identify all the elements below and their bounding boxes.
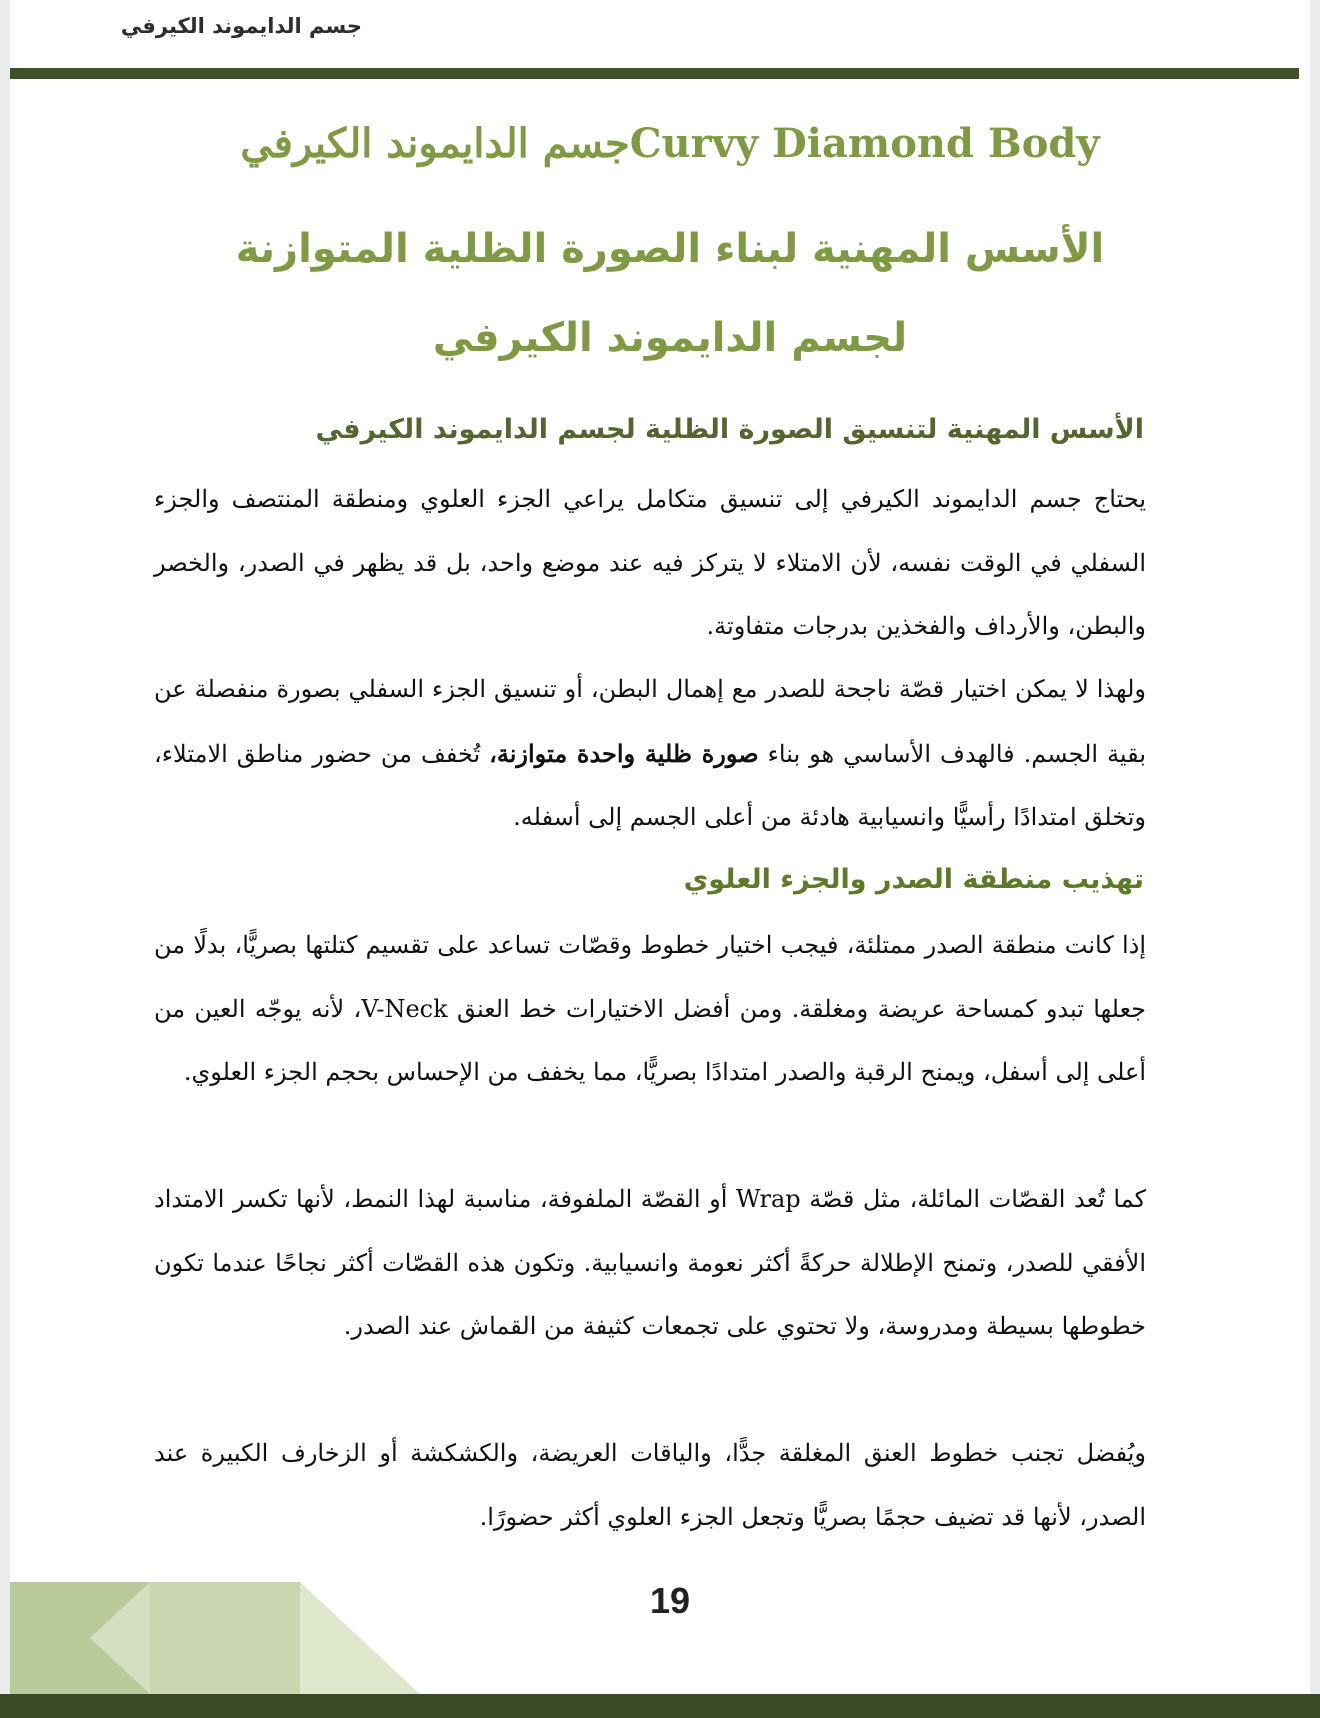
section-heading-silhouette: الأسس المهنية لتنسيق الصورة الظلية لجسم الدايموند الكيرفي: [315, 414, 1144, 445]
paragraph-balance-emphasis: صورة ظلية واحدة متوازنة،: [489, 738, 759, 768]
document-page: [10, 0, 1310, 1718]
running-header: جسم الدايموند الكيرفي: [120, 14, 362, 38]
paragraph-balance: [154, 658, 1146, 850]
header-rule: [10, 68, 1299, 79]
section-heading-upper-body: تهذيب منطقة الصدر والجزء العلوي: [683, 864, 1144, 895]
paragraph-intro: يحتاج جسم الدايموند الكيرفي إلى تنسيق متكامل يراعي الجزء العلوي ومنطقة المنتصف والجزء السفلي في الوقت نفسه، لأن الامتلاء لا يتركز فيه عند موضع واحد، بل قد يظهر في الصدر، والخصر والبطن، والأرداف والفخذين بدرجات متفاوتة.: [154, 485, 1146, 640]
paragraph-wrap-cuts: كما تُعد القصّات المائلة، مثل قصّة Wrap أو القصّة الملفوفة، مناسبة لهذا النمط، لأنها تكسر الامتداد الأفقي للصدر، وتمنح الإطلالة حركةً أكثر نعومة وانسيابية. وتكون هذه القصّات أكثر نجاحًا عندما تكون خطوطها بسيطة ومدروسة، ولا تحتوي على تجمعات كثيفة من القماش عند الصدر.: [154, 1185, 1146, 1340]
paragraph-avoid: ويُفضل تجنب خطوط العنق المغلقة جدًّا، والياقات العريضة، والكشكشة أو الزخارف الكبيرة عند الصدر، لأنها قد تضيف حجمًا بصريًّا وتجعل الجزء العلوي أكثر حضورًا.: [154, 1439, 1146, 1531]
paragraph-balance-text-start: ولهذا لا يمكن اختيار قصّة ناجحة للصدر مع إهمال البطن، أو تنسيق الجزء السفلي بصورة منفصلة عن بقية الجسم. فالهدف الأساسي هو بناء: [154, 675, 1146, 768]
paragraph-v-neck: إذا كانت منطقة الصدر ممتلئة، فيجب اختيار خطوط وقصّات تساعد على تقسيم كتلتها بصريًّا، بدلًا من جعلها تبدو كمساحة عريضة ومغلقة. ومن أفضل الاختيارات خط العنق V-Neck، لأنه يوجّه العين من أعلى إلى أسفل، ويمنح الرقبة والصدر امتدادًا بصريًّا، مما يخفف من الإحساس بحجم الجزء العلوي.: [154, 931, 1146, 1086]
paragraph-balance-text-end: تُخفف من حضور مناطق الامتلاء، وتخلق امتدادًا رأسيًّا وانسيابية هادئة من أعلى الجسم إلى أسفله.: [154, 739, 1146, 831]
page-number: 19: [649, 1580, 691, 1621]
title-line-1: Curvy Diamond Bodyجسم الدايموند الكيرفي: [240, 120, 1100, 167]
footer-band: [0, 1694, 1320, 1718]
title-line-2: الأسس المهنية لبناء الصورة الظلية المتوازنة: [235, 226, 1105, 272]
title-line-3: لجسم الدايموند الكيرفي: [432, 315, 908, 361]
